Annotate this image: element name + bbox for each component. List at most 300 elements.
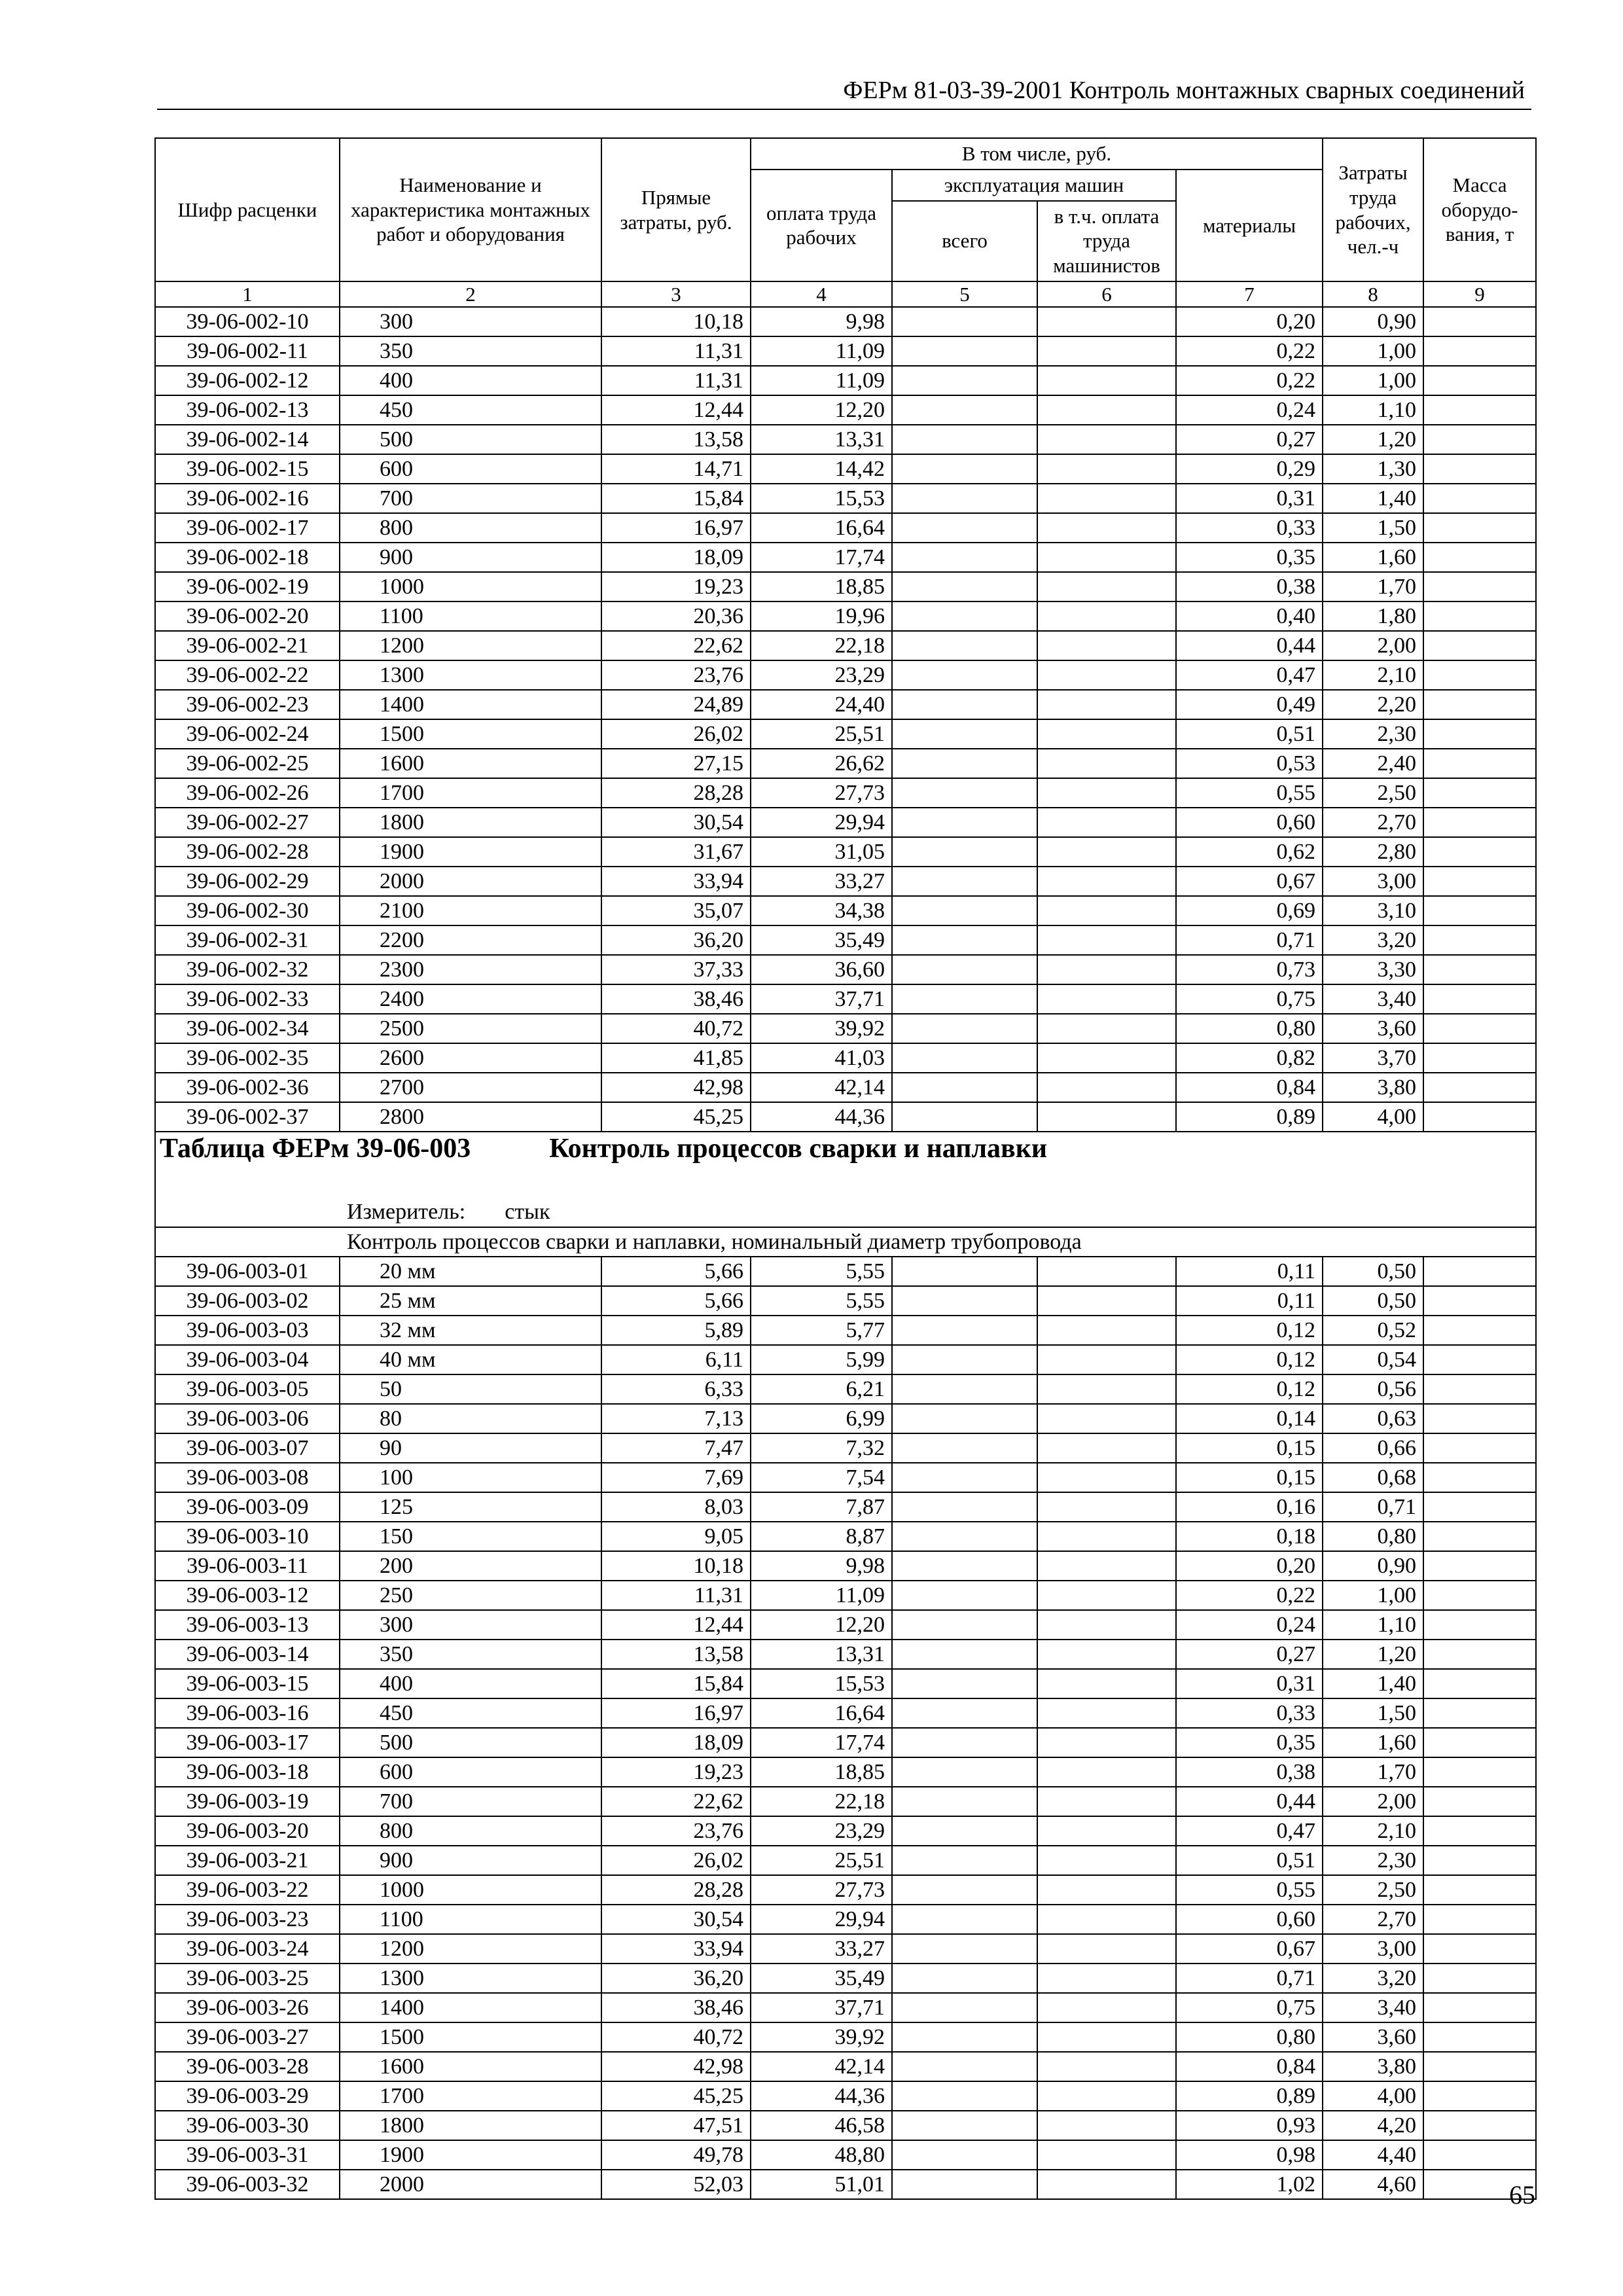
cell-labor-hours: 3,70 <box>1323 1043 1423 1073</box>
cell-machines-total <box>892 1463 1037 1492</box>
cell-labor-pay: 35,49 <box>751 1964 892 1993</box>
cell-code: 39-06-003-32 <box>155 2170 340 2199</box>
cell-machines-total <box>892 2111 1037 2140</box>
cell-name: 2000 <box>340 2170 601 2199</box>
cell-labor-hours: 0,80 <box>1323 1522 1423 1551</box>
cell-name: 900 <box>340 543 601 572</box>
cell-materials: 0,75 <box>1176 984 1323 1014</box>
cell-materials: 0,11 <box>1176 1286 1323 1316</box>
cell-machines-total <box>892 1374 1037 1404</box>
cell-direct-cost: 6,11 <box>601 1345 751 1374</box>
table-row <box>155 1374 1536 1404</box>
cell-direct-cost: 42,98 <box>601 2052 751 2081</box>
cell-machines-labor <box>1037 1102 1176 1132</box>
cell-labor-hours: 2,70 <box>1323 808 1423 837</box>
table-row <box>155 425 1536 454</box>
cell-labor-hours: 3,40 <box>1323 1993 1423 2022</box>
cell-name: 1900 <box>340 2140 601 2170</box>
cell-labor-hours: 3,80 <box>1323 2052 1423 2081</box>
cell-machines-labor <box>1037 1698 1176 1728</box>
cell-materials: 0,60 <box>1176 808 1323 837</box>
table-row <box>155 984 1536 1014</box>
col-number: 6 <box>1037 281 1176 307</box>
cell-name: 1800 <box>340 808 601 837</box>
cell-direct-cost: 38,46 <box>601 1993 751 2022</box>
cell-name: 2300 <box>340 955 601 984</box>
table-row <box>155 749 1536 778</box>
cell-code: 39-06-002-26 <box>155 778 340 808</box>
cell-machines-total <box>892 1640 1037 1669</box>
cell-mass <box>1423 1463 1536 1492</box>
cell-machines-labor <box>1037 1846 1176 1875</box>
cell-name: 125 <box>340 1492 601 1522</box>
col-materials-header: материалы <box>1176 170 1323 281</box>
price-table <box>154 137 1537 2200</box>
cell-mass <box>1423 2111 1536 2140</box>
cell-code: 39-06-003-20 <box>155 1816 340 1846</box>
cell-machines-labor <box>1037 2140 1176 2170</box>
cell-direct-cost: 40,72 <box>601 1014 751 1043</box>
table-row <box>155 925 1536 955</box>
column-numbers-row <box>155 281 1536 307</box>
cell-labor-pay: 12,20 <box>751 1610 892 1640</box>
cell-machines-labor <box>1037 1993 1176 2022</box>
cell-name: 25 мм <box>340 1286 601 1316</box>
table-row <box>155 1433 1536 1463</box>
cell-machines-labor <box>1037 1875 1176 1905</box>
cell-machines-total <box>892 1581 1037 1610</box>
table-row <box>155 2170 1536 2199</box>
cell-mass <box>1423 1757 1536 1787</box>
cell-materials: 0,80 <box>1176 2022 1323 2052</box>
cell-code: 39-06-002-30 <box>155 896 340 925</box>
cell-labor-hours: 3,20 <box>1323 925 1423 955</box>
cell-code: 39-06-002-36 <box>155 1073 340 1102</box>
table-row <box>155 1728 1536 1757</box>
cell-name: 1200 <box>340 631 601 660</box>
cell-machines-labor <box>1037 1610 1176 1640</box>
cell-machines-total <box>892 1610 1037 1640</box>
cell-mass <box>1423 2081 1536 2111</box>
cell-direct-cost: 18,09 <box>601 1728 751 1757</box>
cell-code: 39-06-003-15 <box>155 1669 340 1698</box>
cell-materials: 0,29 <box>1176 454 1323 484</box>
cell-name: 1000 <box>340 572 601 601</box>
cell-machines-total <box>892 395 1037 425</box>
cell-machines-labor <box>1037 307 1176 336</box>
cell-labor-hours: 2,10 <box>1323 1816 1423 1846</box>
cell-direct-cost: 33,94 <box>601 867 751 896</box>
cell-labor-hours: 1,70 <box>1323 572 1423 601</box>
table-row <box>155 1698 1536 1728</box>
cell-labor-hours: 2,70 <box>1323 1905 1423 1934</box>
cell-labor-hours: 0,54 <box>1323 1345 1423 1374</box>
cell-direct-cost: 7,47 <box>601 1433 751 1463</box>
cell-mass <box>1423 2052 1536 2081</box>
cell-materials: 0,89 <box>1176 1102 1323 1132</box>
cell-machines-total <box>892 425 1037 454</box>
cell-labor-pay: 5,77 <box>751 1316 892 1345</box>
cell-mass <box>1423 1551 1536 1581</box>
cell-mass <box>1423 1073 1536 1102</box>
cell-machines-labor <box>1037 2111 1176 2140</box>
cell-labor-hours: 1,80 <box>1323 601 1423 631</box>
cell-labor-pay: 11,09 <box>751 1581 892 1610</box>
cell-name: 32 мм <box>340 1316 601 1345</box>
cell-mass <box>1423 1875 1536 1905</box>
cell-code: 39-06-002-34 <box>155 1014 340 1043</box>
cell-name: 200 <box>340 1551 601 1581</box>
cell-code: 39-06-003-31 <box>155 2140 340 2170</box>
cell-mass <box>1423 1993 1536 2022</box>
section-header-003 <box>155 1132 1536 1257</box>
cell-mass <box>1423 1934 1536 1964</box>
cell-materials: 0,16 <box>1176 1492 1323 1522</box>
cell-name: 90 <box>340 1433 601 1463</box>
cell-labor-pay: 42,14 <box>751 1073 892 1102</box>
cell-materials: 0,44 <box>1176 631 1323 660</box>
cell-code: 39-06-002-13 <box>155 395 340 425</box>
cell-direct-cost: 12,44 <box>601 395 751 425</box>
table-body-002 <box>155 307 1536 1132</box>
cell-mass <box>1423 2140 1536 2170</box>
cell-name: 1800 <box>340 2111 601 2140</box>
cell-mass <box>1423 1102 1536 1132</box>
cell-code: 39-06-002-22 <box>155 660 340 690</box>
cell-materials: 0,44 <box>1176 1787 1323 1816</box>
table-row <box>155 1816 1536 1846</box>
table-row <box>155 1551 1536 1581</box>
cell-labor-pay: 34,38 <box>751 896 892 925</box>
cell-labor-pay: 41,03 <box>751 1043 892 1073</box>
cell-machines-total <box>892 1492 1037 1522</box>
cell-labor-hours: 1,20 <box>1323 425 1423 454</box>
cell-labor-pay: 36,60 <box>751 955 892 984</box>
cell-code: 39-06-003-29 <box>155 2081 340 2111</box>
cell-direct-cost: 22,62 <box>601 1787 751 1816</box>
cell-labor-pay: 33,27 <box>751 1934 892 1964</box>
cell-mass <box>1423 1345 1536 1374</box>
cell-mass <box>1423 1610 1536 1640</box>
cell-machines-labor <box>1037 837 1176 867</box>
table-row <box>155 395 1536 425</box>
cell-code: 39-06-003-02 <box>155 1286 340 1316</box>
cell-direct-cost: 52,03 <box>601 2170 751 2199</box>
table-row <box>155 484 1536 513</box>
cell-labor-hours: 1,30 <box>1323 454 1423 484</box>
cell-labor-pay: 5,99 <box>751 1345 892 1374</box>
cell-mass <box>1423 1522 1536 1551</box>
cell-machines-total <box>892 690 1037 719</box>
cell-mass <box>1423 395 1536 425</box>
cell-name: 1600 <box>340 749 601 778</box>
cell-labor-pay: 39,92 <box>751 1014 892 1043</box>
cell-mass <box>1423 1640 1536 1669</box>
cell-machines-total <box>892 1846 1037 1875</box>
cell-materials: 0,55 <box>1176 778 1323 808</box>
cell-code: 39-06-003-01 <box>155 1257 340 1286</box>
cell-machines-total <box>892 1816 1037 1846</box>
cell-code: 39-06-002-11 <box>155 336 340 366</box>
cell-code: 39-06-003-22 <box>155 1875 340 1905</box>
cell-materials: 0,22 <box>1176 336 1323 366</box>
table-row <box>155 1102 1536 1132</box>
cell-machines-labor <box>1037 867 1176 896</box>
cell-materials: 0,80 <box>1176 1014 1323 1043</box>
table-row <box>155 1757 1536 1787</box>
cell-mass <box>1423 1404 1536 1433</box>
cell-labor-hours: 1,40 <box>1323 484 1423 513</box>
cell-materials: 0,15 <box>1176 1433 1323 1463</box>
cell-materials: 0,47 <box>1176 660 1323 690</box>
cell-code: 39-06-003-18 <box>155 1757 340 1787</box>
table-header <box>155 138 1536 307</box>
cell-machines-labor <box>1037 1492 1176 1522</box>
cell-labor-pay: 35,49 <box>751 925 892 955</box>
cell-machines-total <box>892 1551 1037 1581</box>
cell-direct-cost: 33,94 <box>601 1934 751 1964</box>
cell-name: 450 <box>340 395 601 425</box>
cell-machines-labor <box>1037 425 1176 454</box>
cell-machines-total <box>892 601 1037 631</box>
cell-labor-pay: 33,27 <box>751 867 892 896</box>
cell-machines-total <box>892 778 1037 808</box>
cell-materials: 0,15 <box>1176 1463 1323 1492</box>
cell-mass <box>1423 425 1536 454</box>
cell-name: 500 <box>340 425 601 454</box>
cell-machines-total <box>892 1286 1037 1316</box>
cell-name: 2200 <box>340 925 601 955</box>
cell-machines-labor <box>1037 1934 1176 1964</box>
cell-labor-pay: 44,36 <box>751 1102 892 1132</box>
page-number: 65 <box>1509 2180 1535 2210</box>
cell-labor-hours: 3,00 <box>1323 867 1423 896</box>
table-row <box>155 1286 1536 1316</box>
table-row <box>155 572 1536 601</box>
cell-machines-total <box>892 660 1037 690</box>
cell-labor-hours: 2,50 <box>1323 1875 1423 1905</box>
cell-mass <box>1423 513 1536 543</box>
cell-labor-hours: 1,00 <box>1323 1581 1423 1610</box>
cell-name: 150 <box>340 1522 601 1551</box>
cell-direct-cost: 45,25 <box>601 2081 751 2111</box>
cell-labor-hours: 0,90 <box>1323 307 1423 336</box>
col-number: 2 <box>340 281 601 307</box>
cell-materials: 0,75 <box>1176 1993 1323 2022</box>
cell-machines-total <box>892 1345 1037 1374</box>
cell-code: 39-06-003-30 <box>155 2111 340 2140</box>
table-row <box>155 1875 1536 1905</box>
cell-materials: 0,27 <box>1176 1640 1323 1669</box>
cell-machines-total <box>892 955 1037 984</box>
cell-materials: 0,53 <box>1176 749 1323 778</box>
cell-materials: 0,38 <box>1176 1757 1323 1787</box>
cell-name: 1600 <box>340 2052 601 2081</box>
cell-code: 39-06-002-20 <box>155 601 340 631</box>
cell-direct-cost: 11,31 <box>601 1581 751 1610</box>
cell-name: 500 <box>340 1728 601 1757</box>
cell-labor-pay: 31,05 <box>751 837 892 867</box>
cell-machines-labor <box>1037 719 1176 749</box>
cell-machines-labor <box>1037 395 1176 425</box>
cell-labor-pay: 24,40 <box>751 690 892 719</box>
cell-code: 39-06-003-17 <box>155 1728 340 1757</box>
table-row <box>155 1993 1536 2022</box>
cell-machines-labor <box>1037 1905 1176 1934</box>
cell-code: 39-06-002-27 <box>155 808 340 837</box>
cell-direct-cost: 9,05 <box>601 1522 751 1551</box>
cell-materials: 0,82 <box>1176 1043 1323 1073</box>
cell-name: 1200 <box>340 1934 601 1964</box>
table-row <box>155 837 1536 867</box>
table-row <box>155 660 1536 690</box>
running-header-title: ФЕРм 81-03-39-2001 Контроль монтажных сварных соединений <box>843 77 1525 104</box>
table-row <box>155 1257 1536 1286</box>
cell-name: 2400 <box>340 984 601 1014</box>
table-row <box>155 1640 1536 1669</box>
cell-name: 800 <box>340 513 601 543</box>
table-row <box>155 690 1536 719</box>
cell-code: 39-06-003-16 <box>155 1698 340 1728</box>
cell-name: 900 <box>340 1846 601 1875</box>
cell-labor-hours: 2,30 <box>1323 1846 1423 1875</box>
cell-mass <box>1423 631 1536 660</box>
cell-direct-cost: 19,23 <box>601 1757 751 1787</box>
col-number: 3 <box>601 281 751 307</box>
cell-labor-hours: 0,66 <box>1323 1433 1423 1463</box>
cell-name: 1100 <box>340 601 601 631</box>
cell-machines-total <box>892 484 1037 513</box>
cell-labor-pay: 16,64 <box>751 513 892 543</box>
cell-machines-labor <box>1037 366 1176 395</box>
cell-labor-pay: 7,32 <box>751 1433 892 1463</box>
cell-machines-labor <box>1037 778 1176 808</box>
cell-code: 39-06-002-19 <box>155 572 340 601</box>
cell-labor-pay: 15,53 <box>751 484 892 513</box>
table-row <box>155 543 1536 572</box>
cell-direct-cost: 5,89 <box>601 1316 751 1345</box>
cell-direct-cost: 10,18 <box>601 1551 751 1581</box>
cell-mass <box>1423 1316 1536 1345</box>
cell-machines-total <box>892 1905 1037 1934</box>
cell-machines-labor <box>1037 601 1176 631</box>
cell-machines-total <box>892 749 1037 778</box>
cell-mass <box>1423 601 1536 631</box>
cell-labor-hours: 3,00 <box>1323 1934 1423 1964</box>
cell-machines-labor <box>1037 1073 1176 1102</box>
cell-machines-total <box>892 1993 1037 2022</box>
cell-materials: 1,02 <box>1176 2170 1323 2199</box>
cell-labor-hours: 1,50 <box>1323 513 1423 543</box>
cell-labor-pay: 5,55 <box>751 1286 892 1316</box>
cell-labor-pay: 14,42 <box>751 454 892 484</box>
cell-machines-labor <box>1037 1316 1176 1345</box>
table-row <box>155 1345 1536 1374</box>
cell-machines-labor <box>1037 1581 1176 1610</box>
cell-direct-cost: 26,02 <box>601 719 751 749</box>
col-machines-total-header: всего <box>892 201 1037 281</box>
meter-label: Измеритель: <box>347 1200 466 1225</box>
cell-labor-pay: 22,18 <box>751 631 892 660</box>
cell-labor-hours: 0,56 <box>1323 1374 1423 1404</box>
cell-mass <box>1423 955 1536 984</box>
cell-code: 39-06-003-10 <box>155 1522 340 1551</box>
section-table-title: Контроль процессов сварки и наплавки <box>549 1134 1048 1164</box>
cell-materials: 0,47 <box>1176 1816 1323 1846</box>
cell-name: 1300 <box>340 660 601 690</box>
table-row <box>155 336 1536 366</box>
cell-machines-labor <box>1037 543 1176 572</box>
cell-labor-hours: 2,10 <box>1323 660 1423 690</box>
cell-labor-pay: 29,94 <box>751 808 892 837</box>
table-row <box>155 896 1536 925</box>
cell-labor-pay: 15,53 <box>751 1669 892 1698</box>
cell-name: 700 <box>340 484 601 513</box>
cell-direct-cost: 7,13 <box>601 1404 751 1433</box>
cell-direct-cost: 49,78 <box>601 2140 751 2170</box>
cell-machines-labor <box>1037 572 1176 601</box>
cell-labor-pay: 22,18 <box>751 1787 892 1816</box>
cell-direct-cost: 20,36 <box>601 601 751 631</box>
cell-labor-pay: 7,87 <box>751 1492 892 1522</box>
cell-code: 39-06-003-13 <box>155 1610 340 1640</box>
cell-direct-cost: 22,62 <box>601 631 751 660</box>
cell-mass <box>1423 1433 1536 1463</box>
cell-labor-pay: 6,21 <box>751 1374 892 1404</box>
cell-labor-pay: 27,73 <box>751 778 892 808</box>
cell-mass <box>1423 1286 1536 1316</box>
cell-labor-pay: 44,36 <box>751 2081 892 2111</box>
cell-mass <box>1423 484 1536 513</box>
cell-labor-hours: 1,10 <box>1323 1610 1423 1640</box>
cell-labor-pay: 48,80 <box>751 2140 892 2170</box>
cell-labor-hours: 2,00 <box>1323 1787 1423 1816</box>
cell-name: 600 <box>340 454 601 484</box>
col-direct-header: Прямые затраты, руб. <box>601 138 751 281</box>
col-number: 4 <box>751 281 892 307</box>
cell-labor-hours: 1,70 <box>1323 1757 1423 1787</box>
cell-machines-labor <box>1037 955 1176 984</box>
table-row <box>155 2052 1536 2081</box>
cell-code: 39-06-002-29 <box>155 867 340 896</box>
section-title <box>155 1132 1536 1198</box>
cell-machines-labor <box>1037 1522 1176 1551</box>
cell-machines-labor <box>1037 1728 1176 1757</box>
cell-materials: 0,14 <box>1176 1404 1323 1433</box>
cell-machines-labor <box>1037 631 1176 660</box>
cell-labor-hours: 2,00 <box>1323 631 1423 660</box>
cell-mass <box>1423 896 1536 925</box>
cell-labor-hours: 0,68 <box>1323 1463 1423 1492</box>
cell-direct-cost: 30,54 <box>601 1905 751 1934</box>
cell-direct-cost: 26,02 <box>601 1846 751 1875</box>
cell-machines-total <box>892 1433 1037 1463</box>
cell-mass <box>1423 1728 1536 1757</box>
cell-direct-cost: 38,46 <box>601 984 751 1014</box>
cell-code: 39-06-003-03 <box>155 1316 340 1345</box>
cell-labor-hours: 0,52 <box>1323 1316 1423 1345</box>
cell-labor-hours: 1,20 <box>1323 1640 1423 1669</box>
cell-name: 300 <box>340 307 601 336</box>
cell-name: 700 <box>340 1787 601 1816</box>
cell-labor-pay: 29,94 <box>751 1905 892 1934</box>
cell-direct-cost: 36,20 <box>601 1964 751 1993</box>
cell-materials: 0,51 <box>1176 719 1323 749</box>
cell-machines-total <box>892 1787 1037 1816</box>
cell-materials: 0,18 <box>1176 1522 1323 1551</box>
col-machines-header: эксплуатация машин <box>892 170 1176 201</box>
cell-machines-labor <box>1037 1345 1176 1374</box>
